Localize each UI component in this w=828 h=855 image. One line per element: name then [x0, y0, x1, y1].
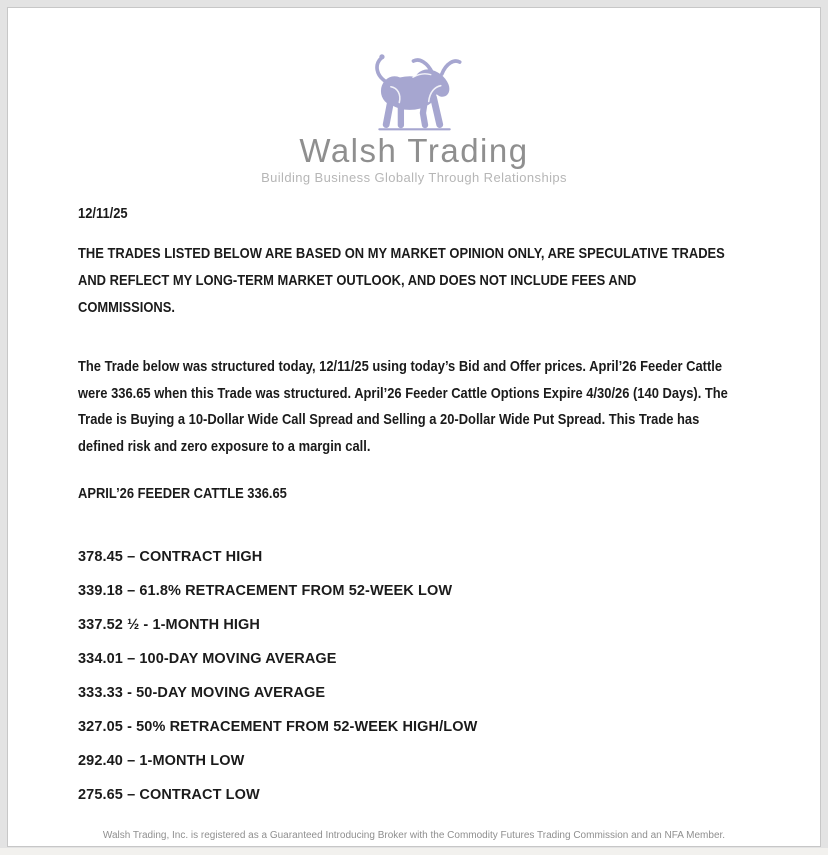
footer-disclaimer: Walsh Trading, Inc. is registered as a Guaranteed Introducing Broker with the Commodity Futures Trading Commission and an NFA Member.	[102, 830, 726, 841]
price-level-50pct-retracement: 327.05 - 50% RETRACEMENT FROM 52-WEEK HIGH/LOW	[78, 719, 478, 735]
document-page	[7, 7, 821, 847]
contract-title: APRIL’26 FEEDER CATTLE 336.65	[78, 485, 287, 502]
trade-description: The Trade below was structured today, 12/11/25 using today’s Bid and Offer prices. April’26 Feeder Cattle were 336.65 when this Trade was structured. April’26 Feeder Cattle Options Expire 4/30/26 (140 Days). The Trade is Buying a 10-Dollar Wide Call Spread and Selling a 20-Dollar Wide Put Spread. This Trade has defined risk and zero exposure to a margin call.	[78, 358, 728, 455]
price-level-50-day-ma: 333.33 - 50-DAY MOVING AVERAGE	[78, 685, 326, 701]
brand-name: Walsh Trading	[299, 132, 529, 169]
logo-block	[8, 8, 820, 185]
price-level-618-retracement: 339.18 – 61.8% RETRACEMENT FROM 52-WEEK LOW	[78, 583, 453, 599]
bull-logo-icon	[348, 50, 480, 134]
price-level-contract-high: 378.45 – CONTRACT HIGH	[78, 549, 263, 565]
brand-tagline: Building Business Globally Through Relationships	[261, 170, 567, 185]
window-bottom-strip	[0, 848, 828, 855]
price-level-1-month-high: 337.52 ½ - 1-MONTH HIGH	[78, 617, 260, 633]
report-date: 12/11/25	[78, 205, 128, 222]
disclaimer-text: THE TRADES LISTED BELOW ARE BASED ON MY MARKET OPINION ONLY, ARE SPECULATIVE TRADES AND REFLECT MY LONG-TERM MARKET OUTLOOK, AND DOES NOT INCLUDE FEES AND COMMISSIONS.	[78, 245, 725, 316]
price-levels-list	[78, 550, 750, 803]
price-level-contract-low: 275.65 – CONTRACT LOW	[78, 787, 260, 803]
price-level-100-day-ma: 334.01 – 100-DAY MOVING AVERAGE	[78, 651, 337, 667]
price-level-1-month-low: 292.40 – 1-MONTH LOW	[78, 753, 245, 769]
document-body	[8, 206, 820, 803]
